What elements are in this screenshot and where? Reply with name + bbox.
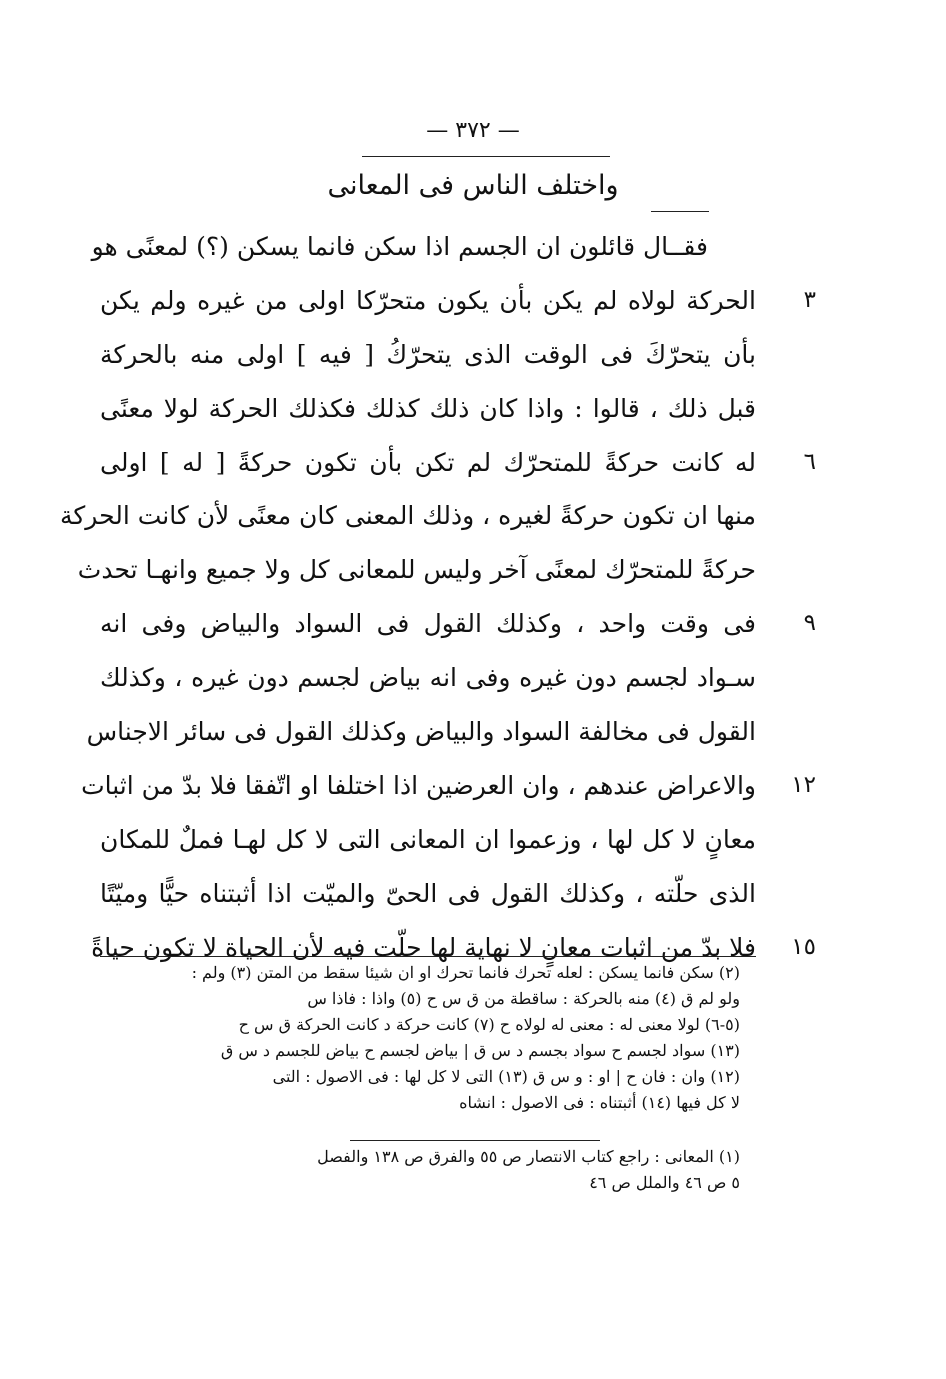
line-text: القول فى مخالفة السواد والبياض وكذلك القول فى سائر الاجناس [86,717,756,747]
text-line [100,813,756,867]
text-line [59,489,756,543]
line-number: ٦ [803,448,816,475]
text-line [86,705,756,759]
line-text: فقــال قائلون ان الجسم اذا سكن فانما يسكن (؟) لمعنًى هو [91,232,708,261]
text-line [100,274,816,328]
line-number: ٩ [803,610,816,637]
reference-line: (١) المعانى : راجع كتاب الانتصار ص ٥٥ والفرق ص ١٣٨ والفصل [317,1147,740,1166]
footnote-line: ولو لم ق (٤) منه بالحركة : ساقطة من ق س ح (٥) واذا : فاذا س [307,989,740,1008]
header-rule [362,156,610,157]
line-text: معانٍ لا كل لها ، وزعموا ان المعانى التى لا كل لهـا فملٌ للمكان [100,824,756,854]
line-text: الحركة لولاه لم يكن بأن يكون متحرّكا اولى من غيره ولم يكن [100,285,756,315]
text-line [100,436,816,490]
text-line [91,220,756,274]
main-text [59,220,816,974]
page-number: — ٣٧٢ — [426,118,520,143]
line-text: والاعراض عندهم ، وان العرضين اذا اختلفا او اتّفقا فلا بدّ من اثبات [81,770,756,800]
line-number: ١٢ [791,771,816,798]
line-text: له كانت حركةً للمتحرّك لم تكن بأن تكون حركةً [ له ] اولى [100,447,756,477]
text-line [100,651,756,705]
line-text: بأن يتحرّكَ فى الوقت الذى يتحرّكُ [ فيه ] اولى منه بالحركة [100,339,756,369]
line-text: فى وقت واحد ، وكذلك القول فى السواد والبياض وفى انه [100,609,756,639]
text-line [100,328,756,382]
text-line [100,597,816,651]
text-line [81,759,816,813]
section-heading: واختلف الناس فى المعانى [327,170,619,201]
footnote-line: (١٣) سواد لجسم ح سواد بجسم د س ق | بياض لجسم ح بياض للجسم د س ق [220,1041,740,1060]
line-text: حركةً للمتحرّك لمعنًى آخر وليس للمعانى كل ولا جميع وانهـا تحدث [77,555,756,585]
heading-rule [651,211,709,212]
footnote-line: (٥-٦) لولا معنى له : معنى له لولاه ح (٧) كانت حركة د كانت الحركة ق س ح [238,1015,740,1034]
references-rule [350,1140,600,1141]
line-number: ١٥ [791,933,816,960]
line-text: الذى حلّته ، وكذلك القول فى الحىّ والميّت اذا أثبتناه حيًّا وميّتًا [100,878,756,908]
notes-rule [100,956,756,957]
references [100,1144,740,1196]
critical-apparatus [100,960,740,1116]
line-text: منها ان تكون حركةً لغيره ، وذلك المعنى كان معنًى لأن كانت الحركة [59,501,756,531]
line-text: قبل ذلك ، قالوا : واذا كان ذلك كذلك فكذلك الحركة لولا معنًى [100,393,756,423]
text-line [100,867,756,921]
footnote-line: (٢) سكن فانما يسكن : لعله تحرك فانما تحرك او ان شيئا سقط من المتن (٣) ولم : [191,963,740,982]
footnote-line: لا كل فيها (١٤) أثبتناه : فى الاصول : انشاه [459,1093,740,1112]
line-text: سـواد لجسم دون غيره وفى انه بياض لجسم دون غيره ، وكذلك [100,663,756,693]
reference-line: ٥ ص ٤٦ والملل ص ٤٦ [589,1173,740,1192]
line-number: ٣ [803,286,816,313]
text-line [100,382,756,436]
text-line [77,543,756,597]
line-text: فلا بدّ من اثبات معانٍ لا نهاية لها حلّت فيه لأن الحياة لا تكون حياةً [91,932,756,962]
footnote-line: (١٢) وان : فان ح | او : و س ق (١٣) التى لا كل لها : فى الاصول : التى [272,1067,740,1086]
